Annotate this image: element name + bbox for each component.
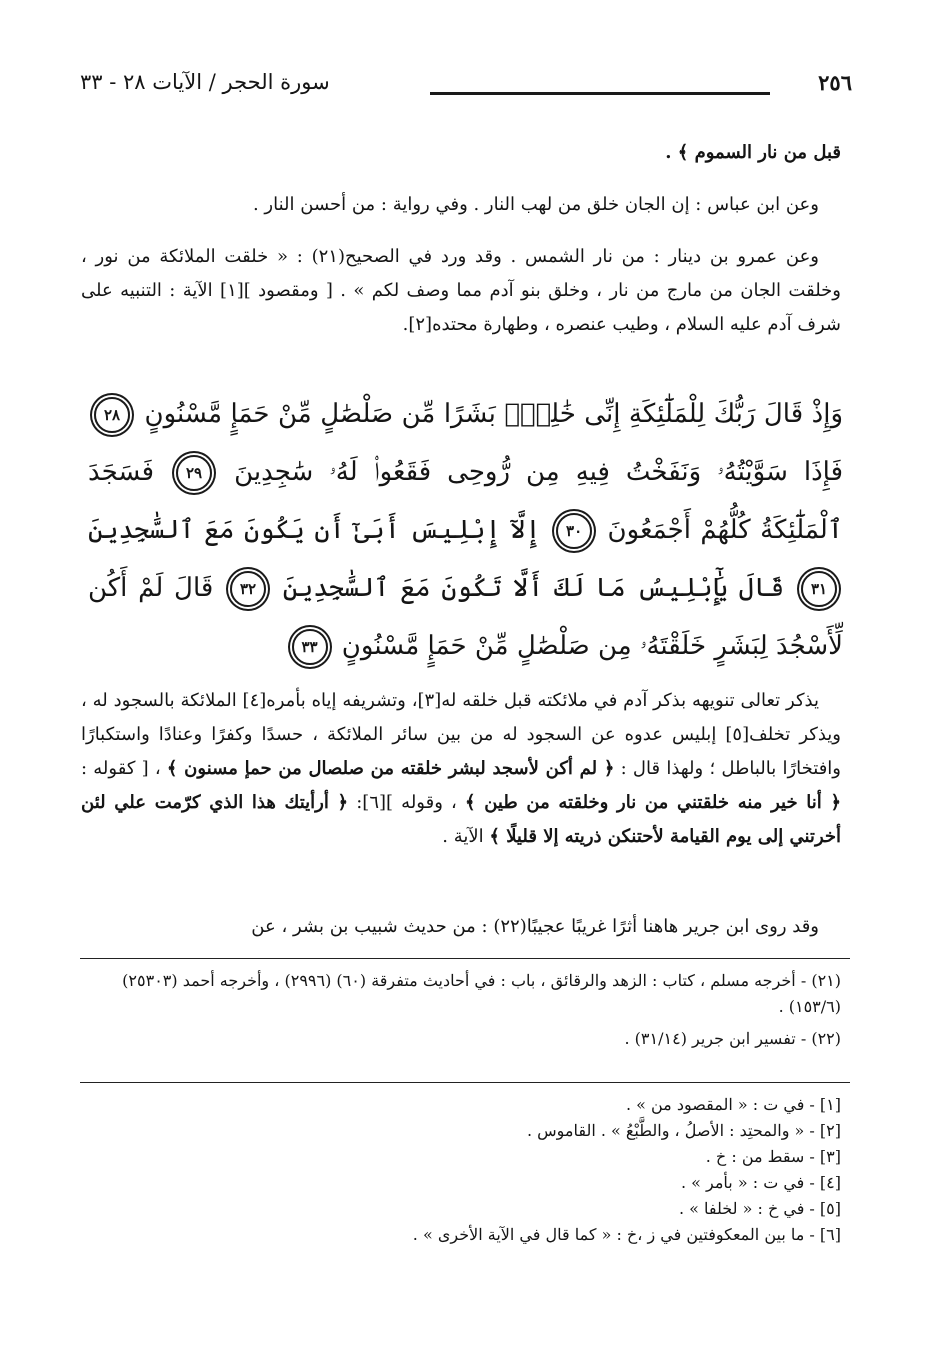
quran-verse-33: قَالَ لَمْ أَكُن لِّأَسْجُدَ لِبَشَرٍ خَلَقْتَهُۥ مِن صَلْصَٰلٍ مِّنْ حَمَإٍ مَّسْنُونٍ xyxy=(88,573,843,661)
variant-1: [١] - في ت : « المقصود من » . xyxy=(625,1095,841,1114)
quran-verse-28: وَإِذْ قَالَ رَبُّكَ لِلْمَلَٰٓئِكَةِ إِنِّى خَٰلِقٌۢ بَشَرًا مِّن صَلْصَٰلٍ مِّنْ حَمَإٍ مَّسْنُونٍ xyxy=(144,399,843,429)
variant-5: [٥] - في خ : « لخلفا » . xyxy=(678,1199,841,1218)
variant-3: [٣] - سقط من : خ . xyxy=(705,1147,841,1166)
commentary-text: يذكر تعالى تنويهه بذكر آدم في ملائكته قبل خلقه له[٣]، وتشريفه إياه بأمره[٤] الملائكة بالسجود له ، ويذكر تخلف[٥] إبليس عدوه عن السجود له من بين سائر الملائكة ، حسدًا وكفرًا وعنادًا واستكبارًا وافتخارًا بالباطل ؛ ولهذا قال : xyxy=(81,690,841,779)
quoted-verse: ﴿ أنا خير منه خلقتني من نار وخلقته من طين ﴾ xyxy=(465,792,842,813)
paragraph-ibn-abbas: وعن ابن عباس : إن الجان خلق من لهب النار . وفي رواية : من أحسن النار . xyxy=(252,194,819,215)
verse-marker-32: ٣٢ xyxy=(230,571,266,607)
quran-verse-32: قَالَ يَٰٓإِبْلِيسُ مَا لَكَ أَلَّا تَكُونَ مَعَ ٱلسَّٰجِدِينَ xyxy=(282,573,785,603)
manuscript-variants xyxy=(81,1092,841,1248)
quran-verse-29: فَإِذَا سَوَّيْتُهُۥ وَنَفَخْتُ فِيهِ مِن رُّوحِى فَقَعُوا۟ لَهُۥ سَٰجِدِينَ xyxy=(234,457,844,487)
commentary-text: ، [ كقوله : xyxy=(81,758,167,779)
variant-4: [٤] - في ت : « بأمر » . xyxy=(680,1173,841,1192)
variant-6: [٦] - ما بين المعكوفتين في ز ،خ : « كما قال في الآية الأخرى » . xyxy=(412,1225,841,1244)
quoted-verse: ﴿ لم أكن لأسجد لبشر خلقته من صلصال من حمإ مسنون ﴾ xyxy=(166,758,615,779)
footnote-22: (٢٢) - تفسير ابن جرير (٣١/١٤) . xyxy=(624,1029,841,1048)
verse-marker-31: ٣١ xyxy=(801,571,837,607)
quran-verse-31: إِلَّآ إِبْلِيسَ أَبَىٰٓ أَن يَكُونَ مَعَ ٱلسَّٰجِدِينَ xyxy=(88,515,541,545)
page-header xyxy=(80,70,852,110)
verse-ending: قبل من نار السموم ﴾ . xyxy=(665,142,841,163)
page-number: ٢٥٦ xyxy=(818,70,852,95)
header-rule xyxy=(430,92,770,95)
quran-verse-30: فَسَجَدَ ٱلْمَلَٰٓئِكَةُ كُلُّهُمْ أَجْمَعُونَ xyxy=(88,457,844,545)
verse-marker-33: ٣٣ xyxy=(292,629,328,665)
verse-marker-30: ٣٠ xyxy=(556,513,592,549)
footnotes xyxy=(81,968,841,1052)
footnote-rule xyxy=(80,958,850,959)
quran-verses-block xyxy=(88,385,843,675)
running-title: سورة الحجر / الآيات ٢٨ - ٣٣ xyxy=(80,70,330,94)
variant-2: [٢] - « والمحتِد : الأصلُ ، والطَّبْعُ » . القاموس . xyxy=(526,1121,841,1140)
verse-marker-28: ٢٨ xyxy=(94,397,130,433)
footnote-21: (٢١) - أخرجه مسلم ، كتاب : الزهد والرقائق ، باب : في أحاديث متفرقة (٦٠) (٢٩٩٦) ، وأخرجه أحمد (٢٥٣٠٣) (١٥٣/٦) . xyxy=(122,971,841,1016)
verse-marker-29: ٢٩ xyxy=(176,455,212,491)
variants-rule xyxy=(80,1082,850,1083)
commentary-text: الآية . xyxy=(442,826,490,847)
paragraph-commentary xyxy=(81,684,841,854)
paragraph-amr-ibn-dinar: وعن عمرو بن دينار : من نار الشمس . وقد ورد في الصحيح(٢١) : « خلقت الملائكة من نور ، وخلقت الجان من مارج من نار ، وخلق بنو آدم مما وصف لكم » . [ ومقصود ][١] الآية : التنبيه على شرف آدم عليه السلام ، وطيب عنصره ، وطهارة محتده[٢]. xyxy=(81,246,841,335)
quoted-verse: ﴿ أرأيتك هذا الذي كرّمت علي لئن أخرتني إلى يوم القيامة لأحتنكن ذريته إلا قليلًا ﴾ xyxy=(81,792,841,847)
commentary-text: ، وقوله ][٦]: xyxy=(348,792,465,813)
paragraph-ibn-jarir: وقد روى ابن جرير هاهنا أثرًا غريبًا عجيبًا(٢٢) : من حديث شبيب بن بشر ، عن xyxy=(251,916,819,937)
